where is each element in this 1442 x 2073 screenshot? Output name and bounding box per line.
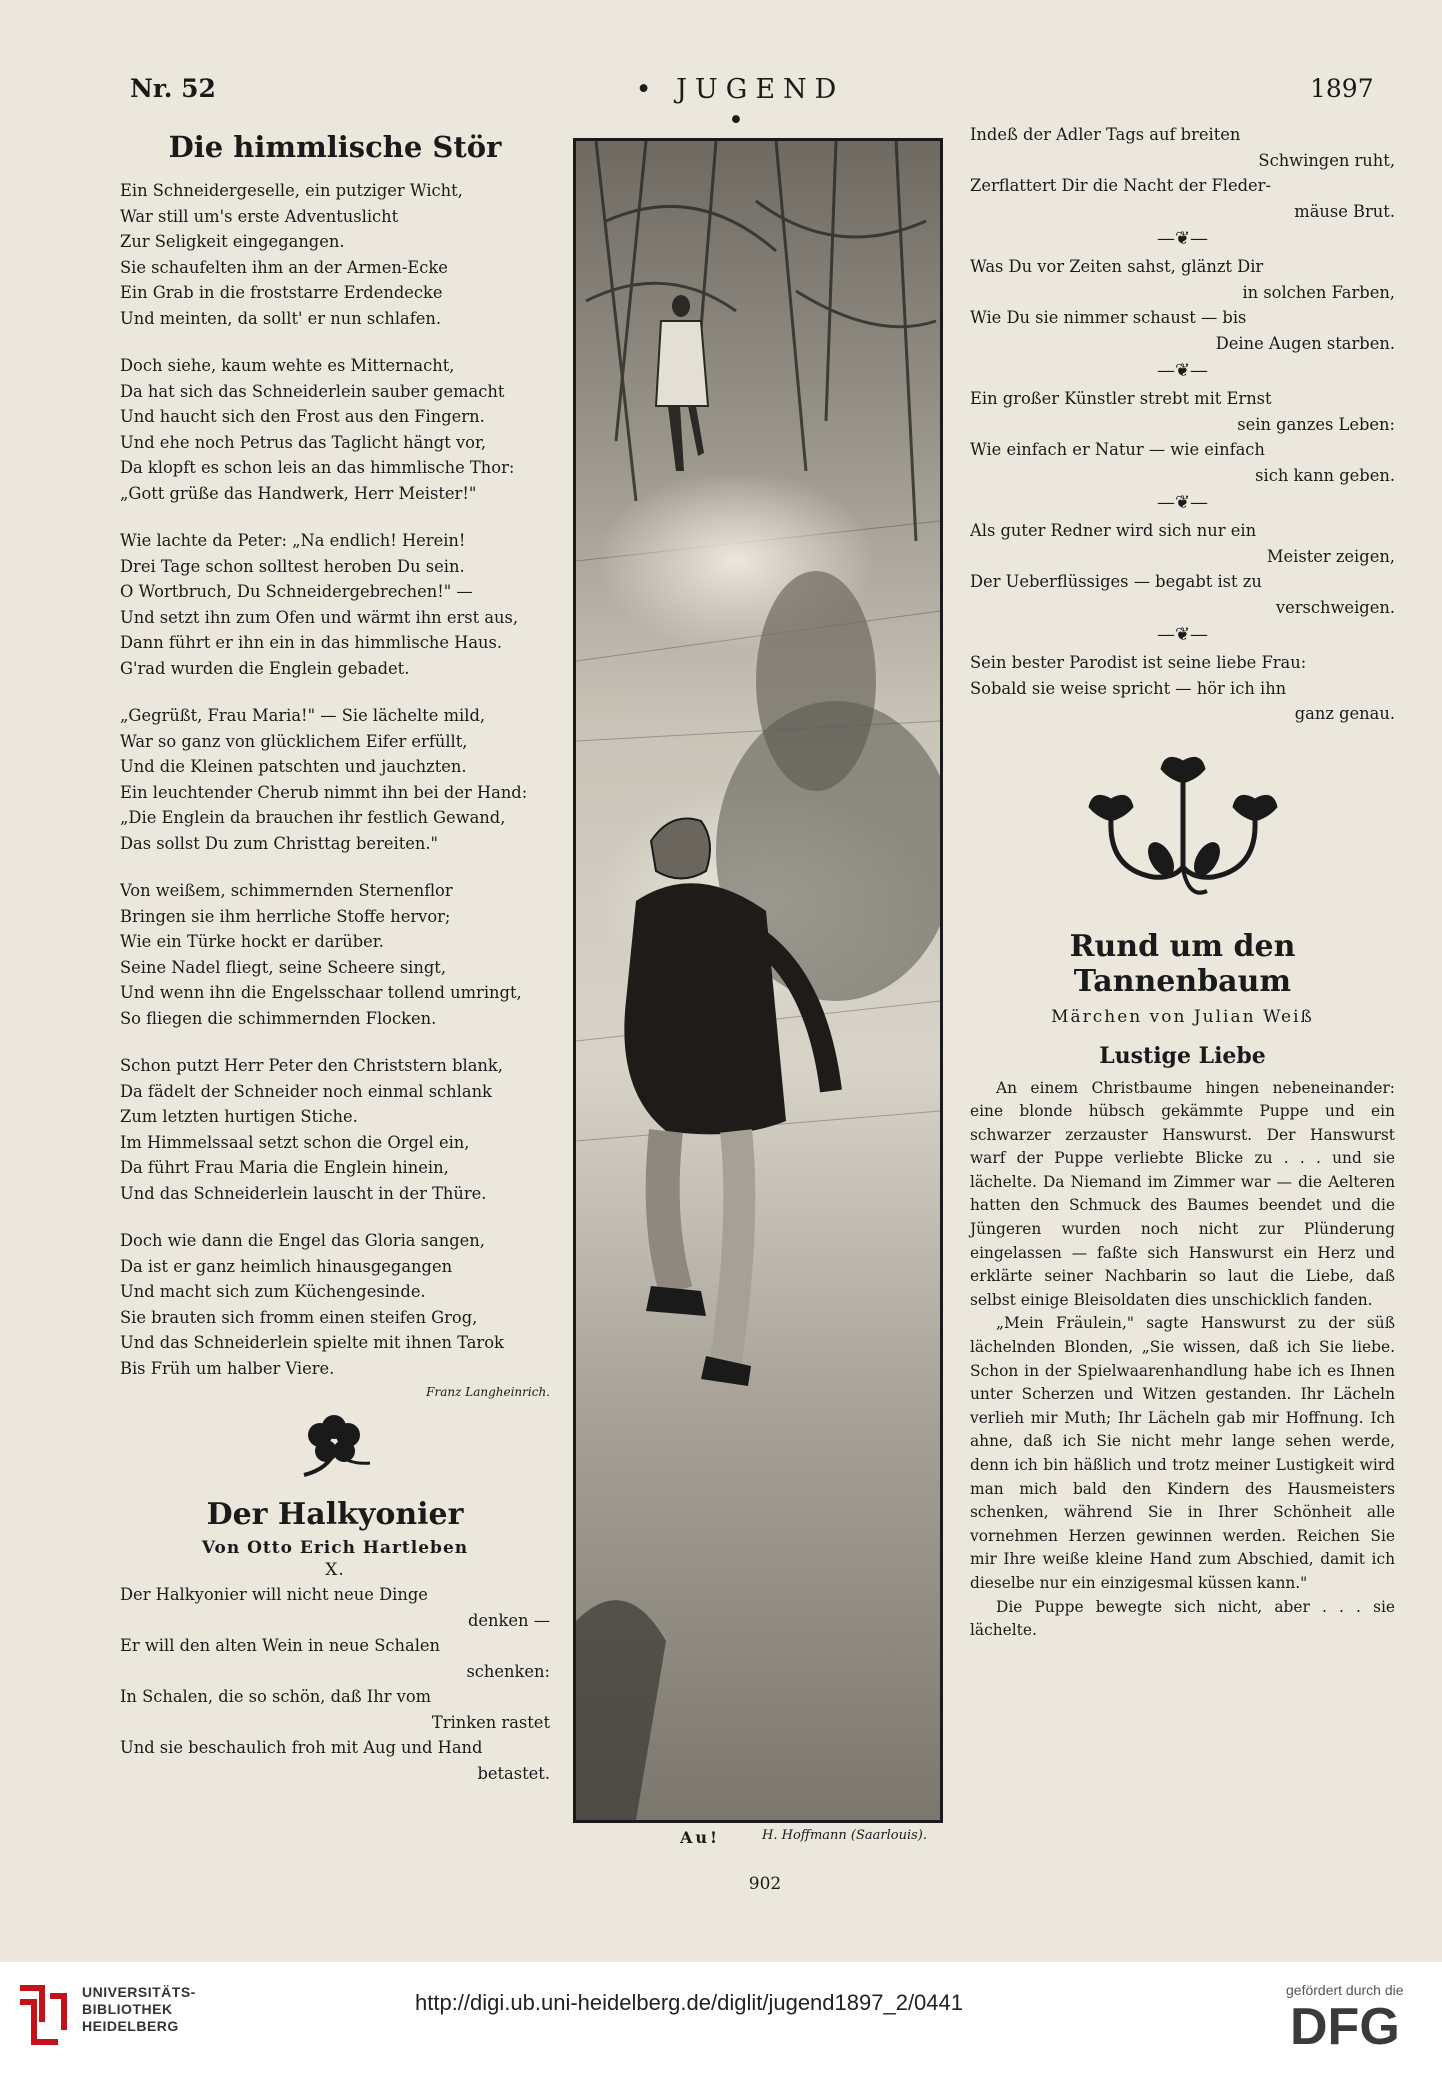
verse-line: Er will den alten Wein in neue Schalen: [120, 1636, 441, 1655]
verse-line: War so ganz von glücklichem Eifer erfüllt,: [120, 731, 468, 751]
verse-line: So fliegen die schimmernden Flocken.: [120, 1008, 437, 1028]
verse-line: Wie Du sie nimmer schaust — bis: [970, 308, 1247, 327]
illustration-caption: Au!: [680, 1828, 721, 1847]
dfg-logo-text: DFG: [1290, 2000, 1400, 2050]
verse-line: „Gegrüßt, Frau Maria!" — Sie lächelte mild,: [120, 706, 486, 725]
verse-line: Und die Kleinen patschten und jauchzten.: [120, 757, 467, 776]
verse-line: Da hat sich das Schneiderlein sauber gemacht: [120, 381, 505, 401]
verse-line: G'rad wurden die Englein gebadet.: [120, 658, 410, 678]
verse-line: Wie lachte da Peter: „Na endlich! Herein!: [120, 531, 466, 550]
story-byline: Märchen von Julian Weiß: [1051, 1006, 1314, 1027]
verse-line: Und haucht sich den Frost aus den Fingern.: [120, 407, 485, 426]
verse-line: Und das Schneiderlein spielte mit ihnen Tarok: [120, 1333, 504, 1352]
verse-line: Doch wie dann die Engel das Gloria sangen,: [120, 1231, 485, 1250]
library-line: UNIVERSITÄTS-: [82, 1984, 196, 2000]
poem-author: Franz Langheinrich.: [426, 1385, 550, 1399]
verse-line: Sie brauten sich fromm einen steifen Grog,: [120, 1307, 478, 1327]
verse-line: Da fädelt der Schneider noch einmal schlank: [120, 1081, 492, 1101]
verse-line: ganz genau.: [1294, 704, 1395, 723]
left-column: [120, 130, 550, 1786]
verse-line: Sein bester Parodist ist seine liebe Frau:: [970, 653, 1307, 672]
flower-ornament-wrap: [970, 749, 1395, 909]
verse-line: sein ganzes Leben:: [1237, 414, 1395, 434]
verse-line: Bringen sie ihm herrliche Stoffe hervor;: [120, 906, 451, 926]
illustration-woodland-figures: [573, 138, 943, 1823]
clover-ornament-icon: [290, 1413, 380, 1483]
verse-line: Schon putzt Herr Peter den Christstern blank,: [120, 1056, 503, 1075]
poem-der-halkyonier: [120, 1582, 550, 1786]
verse-line: Da ist er ganz heimlich hinausgegangen: [120, 1256, 453, 1276]
stanza: [120, 528, 550, 681]
library-name: [82, 1984, 196, 2035]
aphorism: [970, 650, 1395, 727]
verse-line: Bis Früh um halber Viere.: [120, 1358, 335, 1378]
verse-line: denken —: [468, 1610, 550, 1630]
verse-line: Da klopft es schon leis an das himmlische Thor:: [120, 458, 515, 477]
permalink-url[interactable]: http://digi.ub.uni-heidelberg.de/diglit/jugend1897_2/0441: [415, 1990, 963, 2015]
library-line: BIBLIOTHEK: [82, 2001, 173, 2017]
verse-line: Wie ein Türke hockt er darüber.: [120, 932, 384, 951]
verse-line: Da führt Frau Maria die Englein hinein,: [120, 1158, 449, 1177]
verse-line: Und das Schneiderlein lauscht in der Thüre.: [120, 1183, 487, 1203]
verse-line: Und meinten, da sollt' er nun schlafen.: [120, 308, 442, 328]
poem2-number: X.: [325, 1560, 345, 1580]
aphorism: [970, 386, 1395, 488]
verse-line: Ein Grab in die froststarre Erdendecke: [120, 283, 443, 302]
illustration-image: [576, 141, 940, 1820]
verse-line: Sie schaufelten ihm an der Armen-Ecke: [120, 257, 448, 277]
verse-line: Und wenn ihn die Engelsschaar tollend umringt,: [120, 983, 522, 1002]
clover-ornament-wrap: [120, 1413, 550, 1493]
fleuron-separator-icon: —❦—: [1156, 360, 1209, 381]
verse-line: in solchen Farben,: [1242, 282, 1395, 302]
poem-title: Die himmlische Stör: [168, 130, 502, 164]
verse-line: War still um's erste Adventuslicht: [120, 206, 399, 226]
page-number: 902: [748, 1874, 782, 1894]
verse-line: sich kann geben.: [1255, 465, 1395, 485]
aphorisms: [970, 122, 1395, 727]
ub-heidelberg-logo-icon: [12, 1982, 72, 2058]
verse-line: Doch siehe, kaum wehte es Mitternacht,: [120, 356, 455, 375]
verse-line: Und sie beschaulich froh mit Aug und Hand: [120, 1738, 483, 1757]
journal-title: • JUGEND •: [635, 74, 845, 136]
verse-line: Ein großer Künstler strebt mit Ernst: [970, 389, 1272, 408]
aphorism: [970, 122, 1395, 224]
right-column: [970, 122, 1395, 1643]
verse-line: Und ehe noch Petrus das Taglicht hängt vor,: [120, 432, 487, 452]
verse-line: Deine Augen starben.: [1215, 333, 1395, 353]
stanza: [120, 1053, 550, 1206]
verse-line: „Die Englein da brauchen ihr festlich Gewand,: [120, 808, 506, 827]
verse-line: „Gott grüße das Handwerk, Herr Meister!": [120, 483, 477, 503]
verse-line: Dann führt er ihn ein in das himmlische Haus.: [120, 633, 503, 652]
story-paragraph: „Mein Fräulein," sagte Hanswurst zu der süß lächelnden Blonden, „Sie wissen, daß ich Sie liebe. Schon in der Spielwaarenhandlung habe ich es Ihnen unter Scherzen und Witzen gestanden. Ihr Lächeln verlieh mir Muth; Ihr Lächeln gab mir Hoffnung. Ich ahne, daß ich Sie nicht mehr lange sehen werde, denn ich bin häßlich und trotz meiner Lustigkeit wird man mich bald den Kindern des Hausmeisters schenken, während Sie in Ihrer Schönheit alle vornehmen Herzen gewinnen werden. Reichen Sie mir Ihre weiße kleine Hand zum Abschied, damit ich dieselbe nur ein einzigesmal küssen kann.": [970, 1314, 1395, 1592]
verse-line: Wie einfach er Natur — wie einfach: [970, 440, 1265, 459]
verse-line: Und macht sich zum Küchengesinde.: [120, 1282, 426, 1301]
poem-die-himmlische-stoer: [120, 178, 550, 1399]
verse-line: Indeß der Adler Tags auf breiten: [970, 125, 1241, 144]
poem2-title: Der Halkyonier: [206, 1497, 464, 1532]
fleuron-separator-icon: —❦—: [1156, 228, 1209, 249]
verse-line: Als guter Redner wird sich nur ein: [970, 521, 1257, 540]
verse-line: betastet.: [477, 1763, 550, 1783]
story-title: Rund um den Tannenbaum: [1069, 928, 1296, 999]
stanza: [120, 178, 550, 331]
funded-by-label: gefördert durch die: [1286, 1982, 1404, 1998]
illustration-artist: H. Hoffmann (Saarlouis).: [762, 1828, 928, 1843]
dfg-logo-icon: [1290, 2000, 1430, 2054]
verse-line: Der Ueberflüssiges — begabt ist zu: [970, 572, 1262, 591]
poem2-byline: Von Otto Erich Hartleben: [201, 1538, 469, 1558]
issue-number: Nr. 52: [130, 74, 216, 103]
verse-line: Zum letzten hurtigen Stiche.: [120, 1107, 358, 1126]
fleuron-separator-icon: —❦—: [1156, 492, 1209, 513]
verse-line: Der Halkyonier will nicht neue Dinge: [120, 1585, 428, 1604]
verse-line: verschweigen.: [1275, 597, 1395, 617]
aphorism: [970, 254, 1395, 356]
story-subtitle: Lustige Liebe: [1099, 1042, 1266, 1069]
verse-line: Schwingen ruht,: [1258, 150, 1395, 170]
digitization-footer: [0, 1962, 1442, 2073]
verse-line: Im Himmelssaal setzt schon die Orgel ein,: [120, 1132, 470, 1152]
verse-line: Zur Seligkeit eingegangen.: [120, 232, 345, 251]
verse-line: Trinken rastet: [431, 1712, 550, 1732]
verse-line: Sobald sie weise spricht — hör ich ihn: [970, 678, 1287, 698]
library-line: HEIDELBERG: [82, 2018, 179, 2034]
verse-line: Drei Tage schon solltest heroben Du sein.: [120, 556, 465, 576]
verse-line: mäuse Brut.: [1294, 201, 1395, 221]
verse-line: schenken:: [466, 1661, 550, 1681]
story-paragraph: An einem Christbaume hingen nebeneinander: eine blonde hübsch gekämmte Puppe und ein schwarzer zerzauster Hanswurst. Der Hanswurst warf der Puppe verliebte Blicke zu . . . und sie lächelte. Da Niemand im Zimmer war — die Aelteren hatten den Schmuck des Baumes beendet und die Jüngeren wurden noch nicht zur Plünderung eingelassen — faßte sich Hanswurst ein Herz und erklärte seiner Nachbarin so laut die Liebe, daß selbst einige Bleisoldaten dies unschicklich fanden.: [970, 1078, 1395, 1309]
verse-line: Und setzt ihn zum Ofen und wärmt ihn erst aus,: [120, 607, 519, 627]
verse-line: Was Du vor Zeiten sahst, glänzt Dir: [970, 257, 1264, 276]
verse-line: Ein Schneidergeselle, ein putziger Wicht,: [120, 181, 463, 200]
stanza: [120, 1228, 550, 1381]
stanza: [120, 878, 550, 1031]
stanza: [120, 353, 550, 506]
verse-line: O Wortbruch, Du Schneidergebrechen!" —: [120, 582, 473, 601]
fleuron-separator-icon: —❦—: [1156, 624, 1209, 645]
verse-line: Meister zeigen,: [1266, 546, 1395, 566]
story-paragraph: Die Puppe bewegte sich nicht, aber . . . sie lächelte.: [970, 1597, 1395, 1640]
year: 1897: [1310, 74, 1374, 103]
verse-line: Von weißem, schimmernden Sternenflor: [120, 881, 453, 900]
verse-line: Seine Nadel fliegt, seine Scheere singt,: [120, 957, 447, 977]
stanza: [120, 703, 550, 856]
three-flowers-ornament-icon: [1073, 749, 1293, 909]
verse-line: Ein leuchtender Cherub nimmt ihn bei der Hand:: [120, 782, 528, 802]
verse-line: Zerflattert Dir die Nacht der Fleder-: [970, 176, 1271, 195]
aphorism: [970, 518, 1395, 620]
verse-line: In Schalen, die so schön, daß Ihr vom: [120, 1687, 432, 1706]
verse-line: Das sollst Du zum Christtag bereiten.": [120, 833, 439, 853]
